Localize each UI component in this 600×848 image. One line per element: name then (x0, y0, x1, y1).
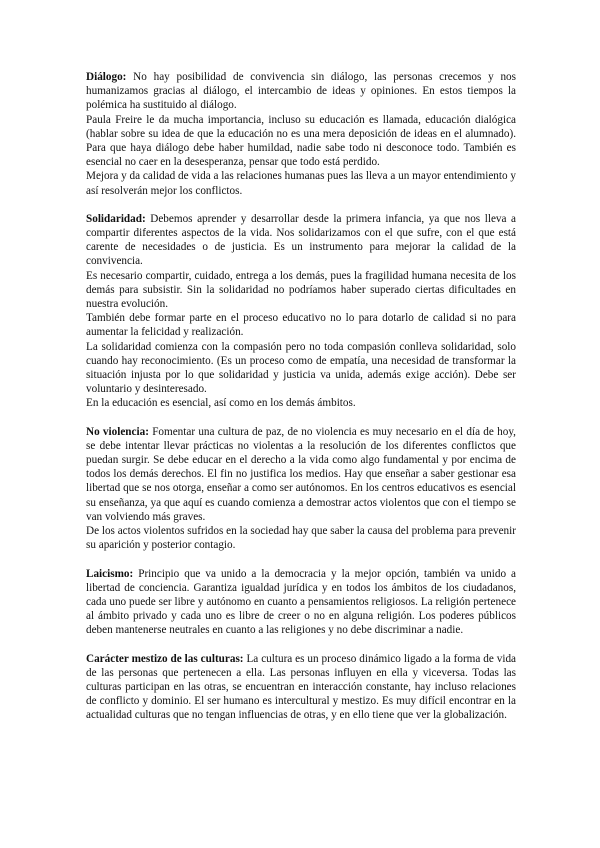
paragraph-text: La cultura es un proceso dinámico ligado a la forma de vida de las personas que pertenecen a ella. Las personas influyen en ella y viceversa. Todas las culturas participan en las otras, se encuentran en interacción constante, hay incluso relaciones de conflicto y dominio. El ser humano es intercultural y mestizo. Es muy difícil encontrar en la actualidad culturas que no tengan influencias de otras, y en ello tiene que ver la globalización. (86, 652, 517, 722)
section-term: Diálogo: (86, 71, 127, 83)
paragraph-text: No hay posibilidad de convivencia sin diálogo, las personas crecemos y nos humanizamos gracias al diálogo, el intercambio de ideas y opiniones. En estos tiempos la polémica ha sustituido al diálogo. (86, 71, 517, 112)
section-no-violencia (86, 425, 516, 553)
section-term: Laicismo: (86, 567, 134, 580)
paragraph (86, 70, 516, 113)
paragraph (86, 652, 516, 723)
paragraph (86, 567, 516, 638)
paragraph (86, 425, 516, 524)
paragraph: También debe formar parte en el proceso educativo no lo para dotarlo de calidad si no para aumentar la felicidad y realización. (86, 312, 516, 339)
section-laicismo (86, 567, 516, 638)
paragraph: Es necesario compartir, cuidado, entrega a los demás, pues la fragilidad humana necesita de los demás para subsistir. Sin la solidaridad no podríamos haber superado ciertas dificultades en nuestra evolución. (86, 269, 516, 311)
section-term: Solidaridad: (86, 212, 146, 225)
paragraph: Mejora y da calidad de vida a las relaciones humanas pues las lleva a un mayor entendimiento y así resolverán mejor los conflictos. (86, 170, 516, 197)
paragraph-text: Fomentar una cultura de paz, de no violencia es muy necesario en el día de hoy, se debe intentar llevar prácticas no violentas a la resolución de los diferentes conflictos que puedan surgir. Se debe educar en el derecho a la vida como algo fundamental y por encima de todos los demás derechos. El fin no justifica los medios. Hay que enseñar a saber gestionar esa libertad que se nos otorga, enseñar a como ser autónomos. En los centros educativos es esencial su enseñanza, ya que aquí es cuando comienza a demostrar actos violentos que con el tiempo se van volviendo más graves. (86, 425, 516, 523)
paragraph: Paula Freire le da mucha importancia, incluso su educación es llamada, educación dialógica (hablar sobre su idea de que la educación no es una mera deposición de ideas en el alumnado). Para que haya diálogo debe haber humildad, nadie sabe todo ni desconoce todo. También es esencial no caer en la desesperanza, pensar que todo está perdido. (86, 113, 516, 169)
section-dialogo (86, 70, 516, 198)
section-term: Carácter mestizo de las culturas: (86, 652, 244, 665)
paragraph-text: Debemos aprender y desarrollar desde la primera infancia, ya que nos lleva a compartir diferentes aspectos de la vida. Nos solidarizamos con el que sufre, con el que está carente de necesidades o de justicia. Es un instrumento para mejorar la calidad de la convivencia. (86, 212, 516, 268)
paragraph: En la educación es esencial, así como en los demás ámbitos. (86, 397, 356, 410)
section-caracter-mestizo (86, 652, 516, 723)
paragraph: De los actos violentos sufridos en la sociedad hay que saber la causa del problema para prevenir su aparición y posterior contagio. (86, 525, 516, 552)
paragraph (86, 212, 516, 269)
paragraph: La solidaridad comienza con la compasión pero no toda compasión conlleva solidaridad, solo cuando hay reconocimiento. (Es un proceso como de empatía, una necesidad de transformar la situación injusta por lo que solidaridad y justicia va unida, además exige acción). Debe ser voluntario y desinteresado. (86, 340, 516, 396)
section-term: No violencia: (86, 425, 149, 438)
section-solidaridad (86, 212, 516, 411)
paragraph-text: Principio que va unido a la democracia y la mejor opción, también va unido a libertad de conciencia. Garantiza igualdad jurídica y en todos los ámbitos de los ciudadanos, cada uno puede ser libre y autónomo en cuanto a pensamientos religiosos. La religión pertenece al ámbito privado y cada uno es libre de creer o no en alguna religión. Los poderes públicos deben mantenerse neutrales en cuanto a las religiones y no debe discriminar a nadie. (86, 567, 517, 637)
